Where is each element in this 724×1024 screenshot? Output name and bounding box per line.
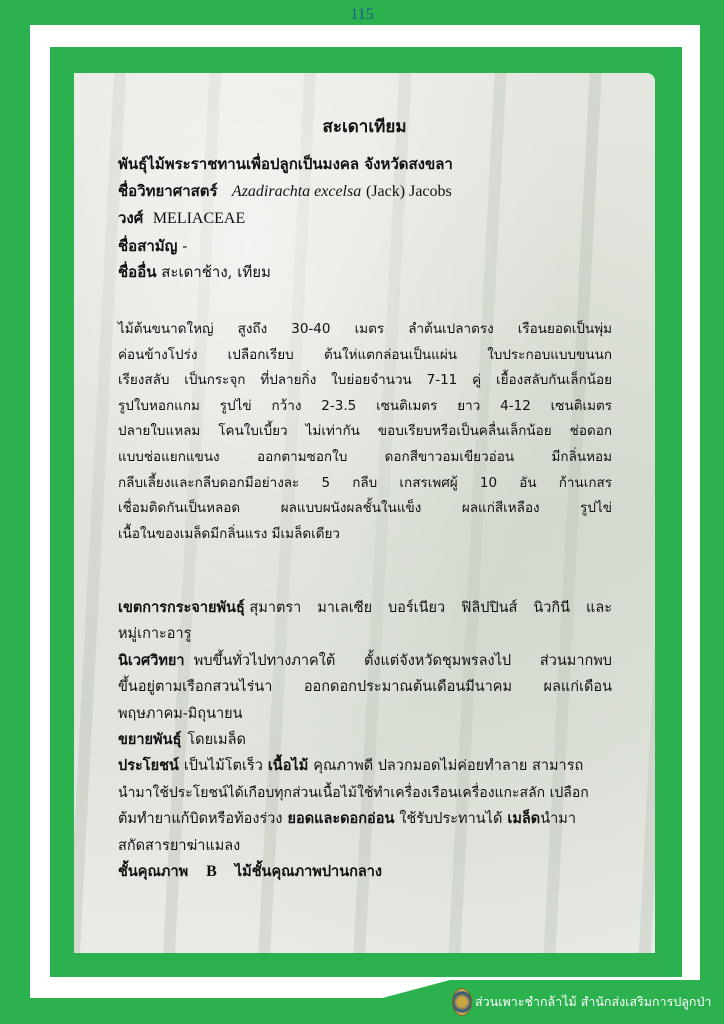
- ecology-label: นิเวศวิทยา: [118, 651, 185, 669]
- scientific-author: (Jack) Jacobs: [366, 182, 452, 200]
- distribution-label: เขตการกระจายพันธุ์: [118, 599, 245, 616]
- other-name-label: ชื่ออื่น: [118, 263, 157, 281]
- quality-label: ชั้นคุณภาพ: [118, 863, 189, 881]
- scientific-name-label: ชื่อวิทยาศาสตร์: [118, 181, 218, 200]
- description-line: เชื่อมติดกันเป็นหลอด ผลแบบผนังผลชั้นในแข็ง ผลแก่สีเหลือง รูปไข่: [118, 500, 612, 517]
- uses-highlight: ยอดและดอกอ่อน: [287, 810, 395, 828]
- description-line: ค่อนข้างโปร่ง เปลือกเรียบ ต้นให่แตกล่อนเป็นแผ่น ใบประกอบแบบขนนก: [118, 346, 612, 363]
- other-name-value: สะเดาช้าง, เทียม: [161, 263, 271, 281]
- uses-text: คุณภาพดี ปลวกมอดไม่ค่อยทำลาย สามารถ: [313, 758, 584, 775]
- description-line: กลีบเลี้ยงและกลีบดอกมีอย่างละ 5 กลีบ เกสรเพศผู้ 10 อัน ก้านเกสร: [118, 474, 612, 491]
- propagation-label: ขยายพันธุ์: [118, 731, 182, 749]
- uses-text: นำมา: [540, 811, 576, 828]
- uses-text: สกัดสารยาฆ่าแมลง: [118, 837, 241, 854]
- footer-text: ส่วนเพาะชำกล้าไม้ สำนักส่งเสริมการปลูกป่า: [475, 994, 712, 1009]
- distribution-text: สุมาตรา มาเลเซีย บอร์เนียว ฟิลิปปินส์ นิวกินี และ: [249, 600, 612, 616]
- page-title: สะเดาเทียม: [322, 117, 407, 137]
- uses-highlight: เนื้อไม้: [267, 757, 309, 775]
- quality-grade: B: [206, 863, 217, 881]
- description-line: เรียงสลับ เป็นกระจุก ที่ปลายกิ่ง ใบย่อยจำนวน 7-11 คู่ เยื้องสลับกันเล็กน้อย: [118, 372, 612, 389]
- dedication-line: พันธุ์ไม้พระราชทานเพื่อปลูกเป็นมงคล จังหวัดสงขลา: [118, 155, 453, 173]
- quality-text: ไม้ชั้นคุณภาพปานกลาง: [234, 863, 383, 881]
- family-value: MELIACEAE: [152, 210, 246, 227]
- uses-highlight: เมล็ด: [507, 810, 541, 828]
- common-name-value: -: [182, 236, 188, 255]
- uses-label: ประโยชน์: [118, 757, 179, 775]
- description-line: เนื้อในของเมล็ดมีกลิ่นแรง มีเมล็ดเดียว: [118, 525, 340, 542]
- common-name-label: ชื่อสามัญ: [118, 236, 178, 255]
- scientific-name: Azadirachta excelsa: [231, 182, 362, 200]
- distribution-text: หมู่เกาะอารู: [118, 626, 192, 643]
- description-line: ปลายใบแหลม โคนใบเบี้ยว ไม่เท่ากัน ขอบเรียบหรือเป็นคลื่นเล็กน้อย ช่อดอก: [118, 423, 612, 440]
- description-line: รูปใบหอกแกม รูปไข่ กว้าง 2-3.5 เซนติเมตร ยาว 4-12 เซนติเมตร: [118, 397, 612, 414]
- propagation-text: โดยเมล็ด: [187, 732, 246, 749]
- description-line: แบบช่อแยกแขนง ออกตามซอกใบ ดอกสีขาวอมเขียวอ่อน มีกลิ่นหอม: [118, 448, 612, 465]
- page-number: 115: [350, 6, 374, 23]
- uses-text: นำมาใช้ประโยชน์ได้เกือบทุกส่วนเนื้อไม้ใช้ทำเครื่องเรือนเครื่องแกะสลัก เปลือก: [118, 784, 589, 801]
- ecology-text: พบขึ้นทั่วไปทางภาคใต้ ตั้งแต่จังหวัดชุมพรลงไป ส่วนมากพบ: [193, 652, 612, 669]
- description-line: ไม้ต้นขนาดใหญ่ สูงถึง 30-40 เมตร ลำต้นเปลาตรง เรือนยอดเป็นพุ่ม: [118, 321, 612, 337]
- footer: [452, 988, 711, 1016]
- ecology-text: พฤษภาคม-มิถุนายน: [118, 705, 243, 722]
- ecology-text: ขึ้นอยู่ตามเรือกสวนไร่นา ออกดอกประมาณต้นเดือนมีนาคม ผลแก่เดือน: [118, 679, 612, 696]
- uses-text: ใช้รับประทานได้: [399, 811, 503, 828]
- seal-logo-icon: [452, 988, 472, 1016]
- uses-text: ต้มทำยาแก้บิดหรือท้องร่วง: [118, 811, 283, 828]
- uses-text: เป็นไม้โตเร็ว: [183, 758, 263, 775]
- family-label: วงศ์: [118, 209, 144, 227]
